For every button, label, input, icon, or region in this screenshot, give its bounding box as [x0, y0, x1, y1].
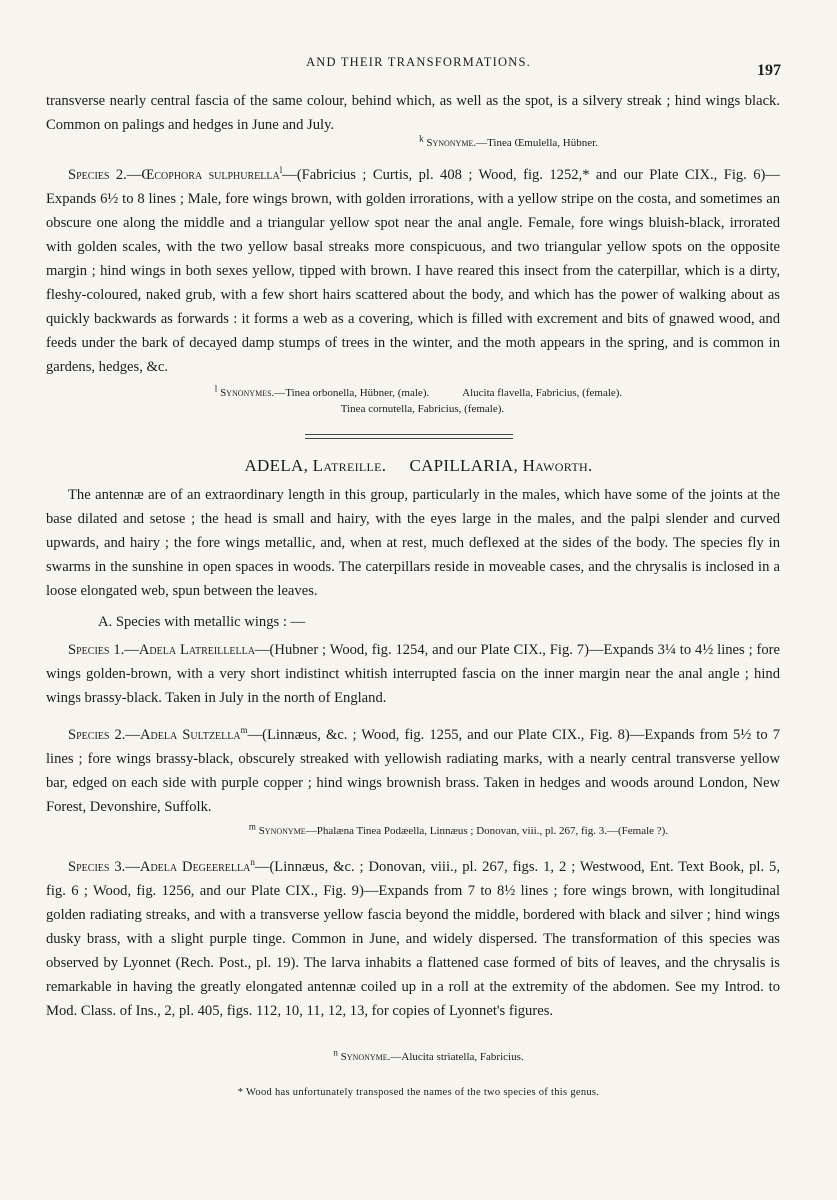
footnote-mark: m	[240, 725, 248, 736]
species-description: —(Linnæus, &c. ; Donovan, viii., pl. 267, figs. 1, 2 ; Westwood, Ent. Text Book, pl. 5, fig. 6 ; Wood, fig. 1256, and our Plate CIX., Fig. 9)—Expands from 7 to 8½ lines ; fore wings brown, with longitudinal golden radiating streaks, and with a transverse yellow fascia beyond the middle, bordered with black and silver ; hind wings dusky brass, with a slight purple tinge. Common in June, and widely dispersed. The transformation of this species was observed by Lyonnet (Rech. Post., pl. 19). The larva inhabits a flattened case formed of bits of leaves, and the chrysalis is remarkable in having the greatly elongated antennæ coiled up in a roll at the extremity of the abdomen. See my Introd. to Mod. Class. of Ins., 2, pl. 405, figs. 112, 10, 11, 12, 13, for copies of Lyonnet's figures.	[46, 859, 780, 1019]
subsection-heading: A. Species with metallic wings : —	[98, 614, 306, 630]
footnote-l	[0, 385, 837, 417]
footnote-mark: k	[419, 133, 424, 144]
footnote-mark: n	[250, 857, 255, 868]
genus-name: ADELA, Latreille.	[244, 456, 387, 475]
section-heading	[0, 456, 837, 476]
footnote-label: Synonymes.	[220, 387, 275, 399]
species-label: Species 3.—Adela Degeerella	[68, 859, 251, 875]
section-divider	[305, 434, 513, 435]
species-description: —(Linnæus, &c. ; Wood, fig. 1255, and our Plate CIX., Fig. 8)—Expands from 5½ to 7 lines ; fore wings brassy-black, obscurely streaked with yellowish radiating marks, with a nearly central transverse yellow bar, edged on each side with purple copper ; hind wings brownish brass. Taken in hedges and woods around London, New Forest, Devonshire, Suffolk.	[46, 727, 780, 815]
species-description: —(Hubner ; Wood, fig. 1254, and our Plate CIX., Fig. 7)—Expands 3¼ to 4½ lines ; fore wings golden-brown, with a very short indistinct whitish interrupted fascia on the inner margin near the anal angle ; hind wings brassy-black. Taken in July in the north of England.	[46, 642, 780, 706]
page-number: 197	[757, 62, 781, 79]
footnote-label: Synonyme.	[340, 1051, 391, 1063]
footnote-label: Synonyme	[258, 825, 306, 837]
running-title: AND THEIR TRANSFORMATIONS.	[306, 55, 531, 69]
footnote-k	[0, 135, 837, 151]
footnote-mark: l	[279, 165, 283, 176]
continued-paragraph: transverse nearly central fascia of the same colour, behind which, as well as the spot, is a silvery streak ; hind wings black. Common on palings and hedges in June and July.	[46, 93, 780, 133]
footnote-text: Alucita flavella, Fabricius, (female).	[462, 387, 623, 399]
group-name: CAPILLARIA, Haworth.	[409, 456, 593, 475]
footnote-text: —Alucita striatella, Fabricius.	[390, 1051, 524, 1063]
species-paragraph-sultzella	[46, 723, 780, 819]
footnote-mark: m	[248, 821, 256, 832]
species-label: Species 1.—Adela Latreillella	[68, 642, 255, 658]
footnote-text: —Tinea orbonella, Hübner, (male).	[274, 387, 430, 399]
footnote-label: Synonyme.	[426, 137, 477, 149]
species-label: Species 2.—Œcophora sulphurella	[68, 167, 280, 183]
species-paragraph-latreillella	[46, 638, 780, 710]
footnote-mark: l	[214, 383, 218, 394]
genus-intro-paragraph: The antennæ are of an extraordinary length in this group, particularly in the males, which have some of the joints at the base dilated and setose ; the head is small and hairy, with the eyes large in the males, and the palpi slender and curved upwards, and hairy ; the fore wings metallic, and, when at rest, much deflexed at the sides of the body. The species fly in swarms in the sunshine in open spaces in woods. The caterpillars reside in moveable cases, and the chrysalis is inclosed in a loose elongated web, spun between the leaves.	[46, 487, 780, 599]
footnote-text: —Tinea Œmulella, Hübner.	[476, 137, 598, 149]
footnote-mark: n	[333, 1047, 338, 1058]
species-paragraph-degeerella	[46, 855, 780, 1023]
footnote-text: —Phalæna Tinea Podæella, Linnæus ; Donovan, viii., pl. 267, fig. 3.—(Female ?).	[305, 825, 669, 837]
species-paragraph-oecophora	[46, 163, 780, 379]
species-description: —(Fabricius ; Curtis, pl. 408 ; Wood, fig. 1252,* and our Plate CIX., Fig. 6)—Expands 6½ to 8 lines ; Male, fore wings brown, with golden irrorations, with a yellow stripe on the costa, and sometimes an obscure one along the middle and a triangular yellow spot near the anal angle. Female, fore wings bluish-black, irrorated with golden scales, with the two yellow basal streaks more conspicuous, and two triangular yellow spots on the opposite margin ; hind wings in both sexes yellow, tipped with brown. I have reared this insect from the caterpillar, which is a dirty, fleshy-coloured, naked grub, with a few short hairs scattered about the body, and which has the power of walking about as quickly backwards as forwards : it forms a web as a covering, which is filled with excrement and bits of gnawed wood, and feeds under the bark of decayed damp stumps of trees in the winter, and the moth appears in the spring, and is common in gardens, hedges, &c.	[46, 167, 780, 375]
bottom-footnote: * Wood has unfortunately transposed the names of the two species of this genus.	[237, 1087, 600, 1098]
footnote-m	[0, 823, 837, 839]
species-label: Species 2.—Adela Sultzella	[68, 727, 241, 743]
footnote-l-line1	[215, 385, 622, 401]
section-divider	[305, 438, 513, 439]
footnote-l-line2: Tinea cornutella, Fabricius, (female).	[340, 403, 505, 415]
footnote-n	[0, 1049, 837, 1065]
